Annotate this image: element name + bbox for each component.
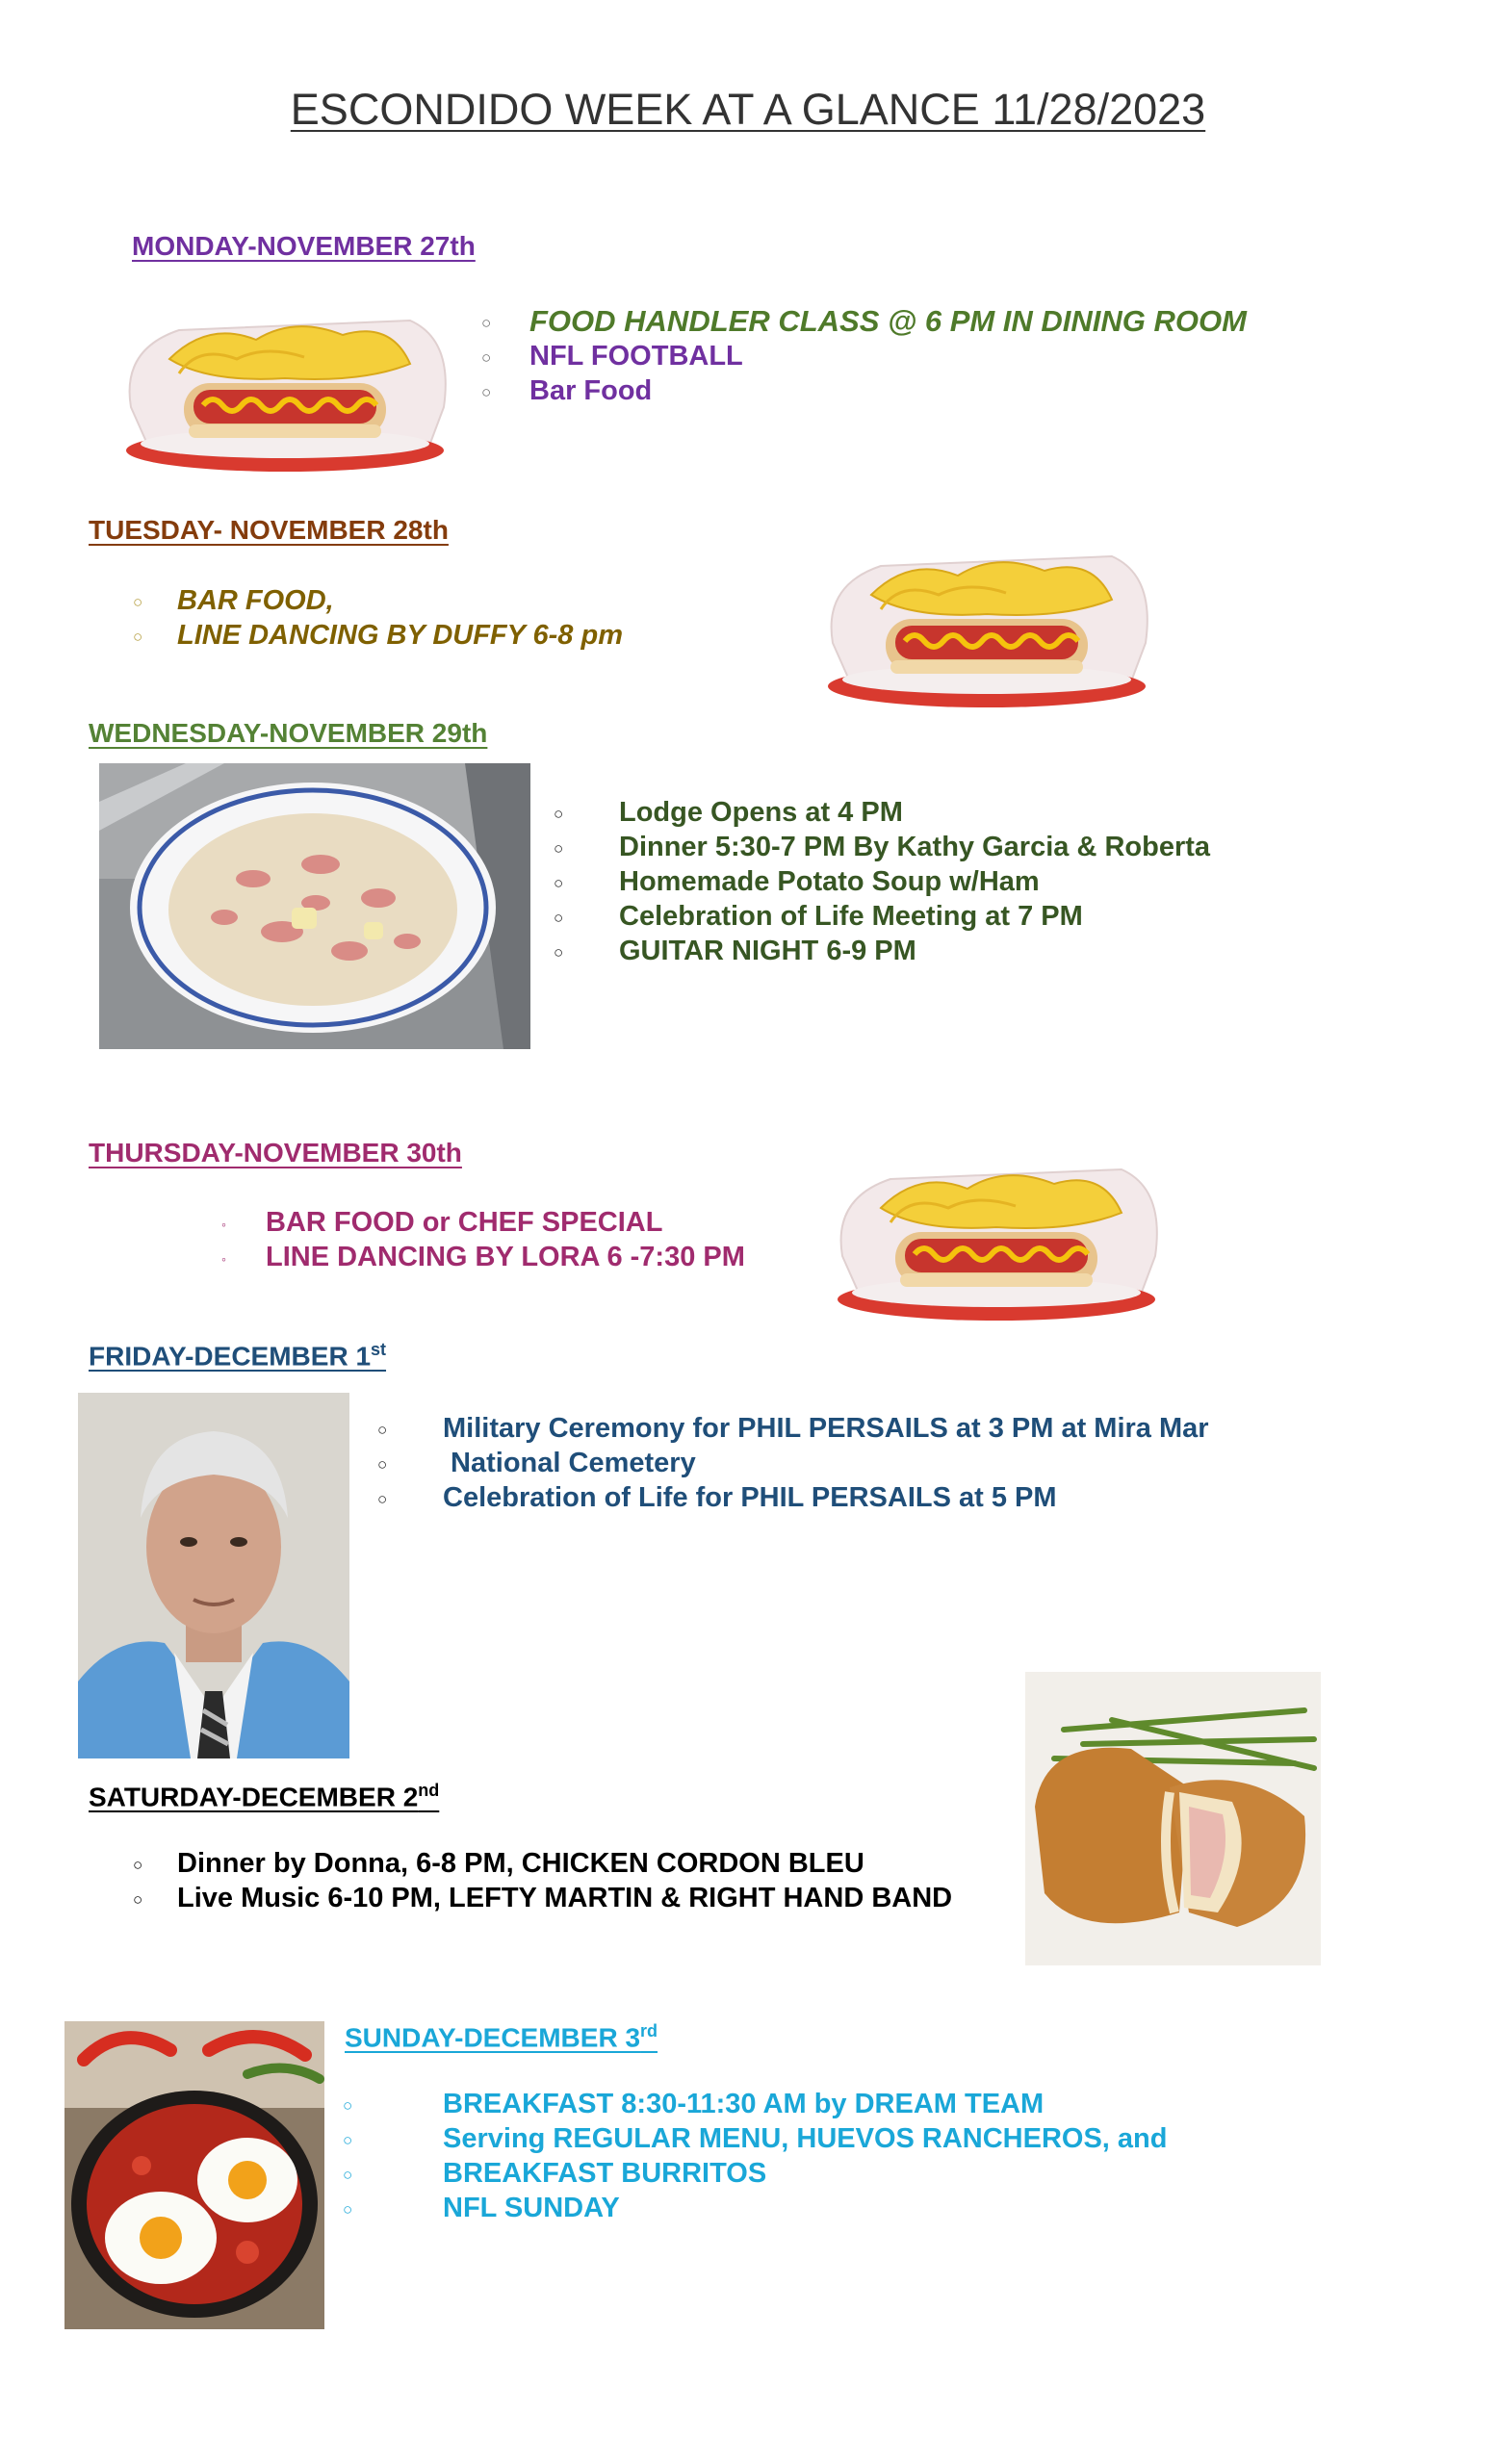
list-item: ○ FOOD HANDLER CLASS @ 6 PM IN DINING ROOM bbox=[481, 304, 1247, 338]
list-item: ◦ BAR FOOD or CHEF SPECIAL bbox=[221, 1207, 663, 1238]
hot-dog-basket-image bbox=[833, 1141, 1160, 1333]
page-title: ESCONDIDO WEEK AT A GLANCE 11/28/2023 bbox=[290, 85, 1206, 134]
list-item: ○ Serving REGULAR MENU, HUEVOS RANCHEROS, and bbox=[343, 2123, 1168, 2154]
wednesday-heading: WEDNESDAY-NOVEMBER 29th bbox=[89, 718, 488, 748]
monday-list bbox=[481, 304, 1247, 408]
huevos-rancheros-image bbox=[64, 2021, 324, 2329]
list-item: ○ BREAKFAST 8:30-11:30 AM by DREAM TEAM bbox=[343, 2089, 1045, 2119]
list-item: ○ Dinner 5:30-7 PM By Kathy Garcia & Roberta bbox=[554, 832, 1211, 862]
thursday-list bbox=[221, 1205, 745, 1274]
hot-dog-basket-image bbox=[823, 527, 1150, 720]
list-item: ◦ LINE DANCING BY LORA 6 -7:30 PM bbox=[221, 1242, 745, 1272]
wednesday-list bbox=[554, 795, 1210, 968]
list-item: ○ Dinner by Donna, 6-8 PM, CHICKEN CORDON BLEU bbox=[133, 1848, 864, 1879]
list-item: ○ GUITAR NIGHT 6-9 PM bbox=[554, 936, 916, 966]
list-item: ○ Celebration of Life Meeting at 7 PM bbox=[554, 901, 1083, 932]
list-item: ○ National Cemetery bbox=[377, 1448, 696, 1478]
chicken-cordon-bleu-image bbox=[1025, 1672, 1321, 1965]
sunday-heading: SUNDAY-DECEMBER 3rd bbox=[345, 2021, 658, 2053]
portrait-photo bbox=[78, 1393, 349, 1758]
friday-list bbox=[377, 1411, 1209, 1515]
tuesday-list bbox=[133, 583, 623, 653]
monday-heading: MONDAY-NOVEMBER 27th bbox=[132, 231, 476, 261]
list-item: ○ BREAKFAST BURRITOS bbox=[343, 2158, 767, 2189]
list-item: ○ NFL FOOTBALL bbox=[481, 341, 743, 372]
hot-dog-basket-image bbox=[121, 292, 449, 484]
list-item: ○ NFL SUNDAY bbox=[343, 2193, 620, 2223]
list-item: ○ Celebration of Life for PHIL PERSAILS at 5 PM bbox=[377, 1482, 1057, 1513]
thursday-heading: THURSDAY-NOVEMBER 30th bbox=[89, 1138, 462, 1168]
list-item: ○ Live Music 6-10 PM, LEFTY MARTIN & RIGHT HAND BAND bbox=[133, 1883, 953, 1913]
list-item: ○ Military Ceremony for PHIL PERSAILS at 3 PM at Mira Mar bbox=[377, 1413, 1209, 1444]
list-item: ○ Lodge Opens at 4 PM bbox=[554, 797, 903, 828]
tuesday-heading: TUESDAY- NOVEMBER 28th bbox=[89, 515, 449, 545]
saturday-list bbox=[133, 1846, 952, 1915]
list-item: ○ BAR FOOD, bbox=[133, 585, 334, 616]
list-item: ○ Bar Food bbox=[481, 375, 653, 406]
list-item: ○ Homemade Potato Soup w/Ham bbox=[554, 866, 1040, 897]
list-item: ○ LINE DANCING BY DUFFY 6-8 pm bbox=[133, 620, 623, 651]
saturday-heading: SATURDAY-DECEMBER 2nd bbox=[89, 1781, 440, 1812]
friday-heading: FRIDAY-DECEMBER 1st bbox=[89, 1340, 387, 1372]
sunday-list bbox=[343, 2087, 1167, 2225]
potato-soup-image bbox=[99, 763, 530, 1049]
